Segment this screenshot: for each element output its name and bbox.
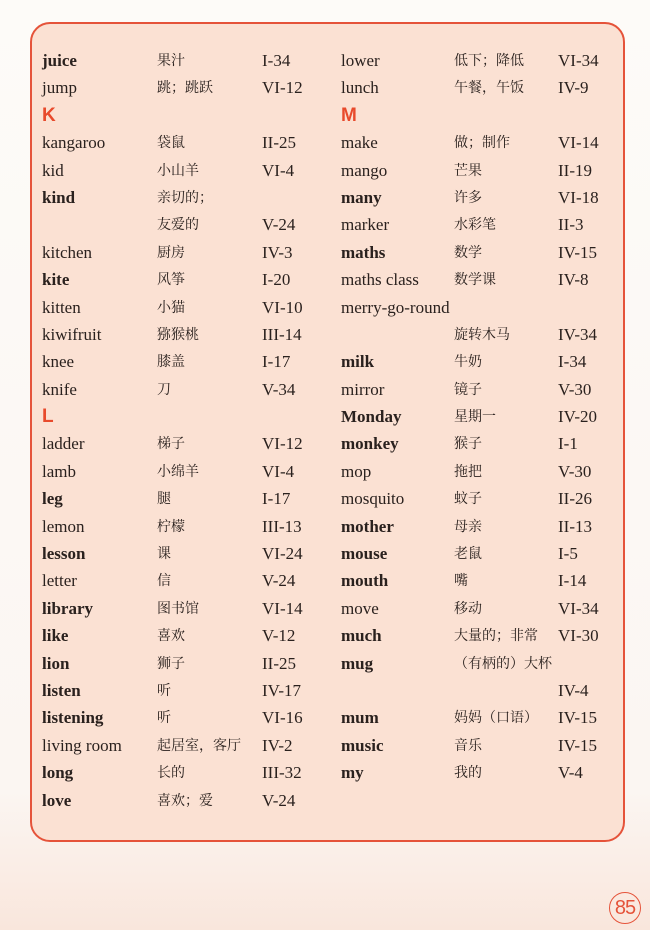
glossary-entry <box>42 595 303 622</box>
entry-reference: IV-20 <box>558 407 598 427</box>
entry-translation: 刀 <box>157 381 171 398</box>
entry-translation: 小绵羊 <box>157 463 199 480</box>
entry-word: jump <box>42 78 77 98</box>
entry-reference: V-30 <box>558 461 592 481</box>
glossary-entry <box>42 74 303 101</box>
entry-reference: I-20 <box>262 270 291 290</box>
entry-translation: 低下；降低 <box>454 53 524 69</box>
entry-reference: II-26 <box>558 489 592 509</box>
entry-reference: I-14 <box>558 571 587 591</box>
entry-word: mirror <box>341 379 385 399</box>
entry-word: much <box>341 626 382 646</box>
entry-translation: 狮子 <box>157 655 185 672</box>
entry-reference: VI-12 <box>262 78 303 98</box>
entry-word: long <box>42 763 74 783</box>
glossary-entry <box>341 458 592 485</box>
entry-reference: IV-15 <box>558 708 598 728</box>
entry-translation: 午餐，午饭 <box>454 80 524 97</box>
glossary-entry <box>42 376 296 403</box>
glossary-entry <box>341 567 587 594</box>
entry-translation: 猕猴桃 <box>157 326 199 343</box>
glossary-entry <box>341 47 599 74</box>
glossary-entry <box>42 266 291 293</box>
entry-word: listen <box>42 680 81 700</box>
entry-word: mug <box>341 653 374 673</box>
entry-word: knee <box>42 352 75 372</box>
entry-translation: 母亲 <box>454 518 482 535</box>
entry-word: knife <box>42 379 77 399</box>
entry-word: library <box>42 598 93 618</box>
entry-reference: VI-14 <box>262 598 303 618</box>
entry-word: like <box>42 626 69 646</box>
entry-word: merry-go-round <box>341 297 450 317</box>
entry-translation: 听 <box>157 682 171 699</box>
entry-translation: 许多 <box>454 189 482 206</box>
entry-word: juice <box>42 51 77 70</box>
entry-word: living room <box>42 735 122 755</box>
glossary-entry <box>341 211 584 238</box>
entry-reference: VI-14 <box>558 133 599 153</box>
entry-word: mouth <box>341 571 389 591</box>
entry-translation: 喜欢；爱 <box>157 792 213 809</box>
entry-translation: 星期一 <box>454 409 496 426</box>
entry-translation: 移动 <box>454 600 482 617</box>
entry-translation: 老鼠 <box>454 546 482 563</box>
entry-translation: 风筝 <box>157 272 185 289</box>
entry-reference: II-19 <box>558 160 592 180</box>
entry-word: kiwifruit <box>42 324 102 344</box>
entry-reference: V-24 <box>262 790 296 810</box>
glossary-entry <box>341 266 589 293</box>
entry-reference: II-25 <box>262 133 296 153</box>
entry-translation: 长的 <box>157 765 185 782</box>
entry-word: kitchen <box>42 242 93 262</box>
entry-reference: VI-18 <box>558 187 599 207</box>
entry-translation: 我的 <box>454 765 482 782</box>
entry-translation: 信 <box>157 573 171 590</box>
entry-word: marker <box>341 215 390 235</box>
entry-translation: 厨房 <box>157 244 185 261</box>
glossary-entry <box>341 294 450 321</box>
section-letter-row <box>341 102 357 129</box>
entry-word: leg <box>42 489 63 509</box>
entry-reference: I-5 <box>558 544 578 564</box>
glossary-entry <box>42 294 303 321</box>
entry-word: kitten <box>42 297 81 317</box>
entry-translation: 果汁 <box>157 53 185 69</box>
entry-translation: 牛奶 <box>454 354 482 371</box>
entry-translation: 梯子 <box>157 436 185 453</box>
glossary-entry <box>42 157 295 184</box>
entry-reference: IV-34 <box>558 324 598 344</box>
entry-word: maths <box>341 242 386 262</box>
entry-reference: VI-34 <box>558 51 599 70</box>
entry-translation: 听 <box>157 710 171 727</box>
entry-word: lunch <box>341 78 379 98</box>
glossary-entry <box>341 595 599 622</box>
entry-word: mango <box>341 160 388 180</box>
glossary-entry <box>341 348 587 375</box>
section-letter-row <box>42 403 56 430</box>
entry-word: kid <box>42 160 64 180</box>
entry-word: make <box>341 133 378 153</box>
entry-word: kind <box>42 187 76 207</box>
section-letter: K <box>42 104 56 126</box>
entry-word: lemon <box>42 516 85 536</box>
glossary-entry <box>341 622 599 649</box>
entry-word: monkey <box>341 434 399 454</box>
entry-reference: III-14 <box>262 324 302 344</box>
entry-word: mouse <box>341 544 388 564</box>
entry-reference: V-34 <box>262 379 296 399</box>
glossary-entry <box>341 74 589 101</box>
entry-word: kangaroo <box>42 133 106 153</box>
entry-reference: I-34 <box>558 352 587 372</box>
entry-reference: VI-34 <box>558 598 599 618</box>
glossary-entry <box>341 157 592 184</box>
glossary-entry <box>42 430 303 457</box>
entry-translation: 小猫 <box>157 299 185 316</box>
entry-word: maths class <box>341 270 419 290</box>
entry-translation: 亲切的； <box>157 189 213 206</box>
entry-word: ladder <box>42 434 85 454</box>
entry-word: lion <box>42 653 70 673</box>
glossary-entry <box>341 540 578 567</box>
glossary-entry <box>341 403 598 430</box>
entry-reference: III-32 <box>262 763 302 783</box>
glossary-entry <box>42 704 303 731</box>
entry-word: lesson <box>42 544 86 564</box>
glossary-column-right <box>341 47 599 787</box>
entry-reference: V-30 <box>558 379 592 399</box>
glossary-entry <box>42 184 213 211</box>
entry-reference: III-13 <box>262 516 302 536</box>
glossary-entry <box>42 348 291 375</box>
glossary-entry <box>341 321 598 348</box>
entry-word: mosquito <box>341 489 405 509</box>
glossary-entry <box>341 513 592 540</box>
glossary-entry <box>42 513 302 540</box>
entry-word: kite <box>42 270 70 290</box>
entry-translation: 拖把 <box>454 463 482 480</box>
entry-translation: 起居室，客厅 <box>157 737 241 754</box>
entry-translation: 图书馆 <box>157 600 199 617</box>
glossary-entry <box>42 787 296 814</box>
glossary-entry <box>42 47 291 74</box>
entry-reference: V-4 <box>558 763 583 783</box>
entry-word: mop <box>341 461 372 481</box>
entry-reference: IV-3 <box>262 242 293 262</box>
entry-reference: I-1 <box>558 434 578 454</box>
section-letter: M <box>341 104 357 126</box>
entry-reference: II-25 <box>262 653 296 673</box>
glossary-entry <box>42 458 295 485</box>
entry-translation: 妈妈（口语） <box>454 710 538 727</box>
glossary-entry <box>341 650 552 677</box>
entry-translation: 做；制作 <box>454 135 510 152</box>
glossary-entry <box>341 184 599 211</box>
glossary-entry <box>42 759 302 786</box>
entry-reference: VI-4 <box>262 461 295 481</box>
entry-word: Monday <box>341 407 402 427</box>
glossary-entry <box>341 430 578 457</box>
entry-word: mother <box>341 516 394 536</box>
glossary-entry <box>42 485 291 512</box>
glossary-entry <box>42 567 296 594</box>
glossary-entry <box>42 732 293 759</box>
entry-word: move <box>341 598 379 618</box>
entry-translation: 跳；跳跃 <box>157 80 213 97</box>
entry-word: letter <box>42 571 77 591</box>
entry-translation: 友爱的 <box>157 217 199 234</box>
entry-translation: 腿 <box>157 491 171 508</box>
entry-reference: V-12 <box>262 626 296 646</box>
glossary-entry <box>341 239 598 266</box>
glossary-entry <box>42 622 296 649</box>
entry-reference: VI-24 <box>262 544 303 564</box>
glossary-entry <box>341 704 598 731</box>
entry-translation: 大量的；非常 <box>454 628 538 645</box>
entry-reference: VI-4 <box>262 160 295 180</box>
entry-reference: IV-17 <box>262 680 302 700</box>
entry-reference: I-17 <box>262 489 291 509</box>
entry-reference: IV-15 <box>558 242 598 262</box>
glossary-entry <box>341 485 592 512</box>
entry-reference: IV-15 <box>558 735 598 755</box>
glossary-entry <box>42 677 302 704</box>
glossary-entry <box>42 239 293 266</box>
entry-translation: 袋鼠 <box>157 135 185 152</box>
entry-translation: 喜欢 <box>157 628 185 645</box>
glossary-entry <box>42 211 296 238</box>
entry-translation: 小山羊 <box>157 162 199 179</box>
entry-translation: 蚊子 <box>454 491 482 508</box>
entry-reference: VI-30 <box>558 626 599 646</box>
glossary-entry <box>341 732 598 759</box>
entry-reference: IV-8 <box>558 270 589 290</box>
entry-translation: 猴子 <box>454 436 482 453</box>
entry-translation: 数学课 <box>454 272 496 289</box>
glossary-entry <box>341 677 589 704</box>
entry-word: mum <box>341 708 379 728</box>
entry-translation: 数学 <box>454 244 482 261</box>
entry-reference: VI-12 <box>262 434 303 454</box>
entry-translation: 柠檬 <box>157 518 185 535</box>
entry-reference: I-17 <box>262 352 291 372</box>
entry-translation: 水彩笔 <box>454 217 496 234</box>
section-letter-row <box>42 102 56 129</box>
entry-word: listening <box>42 708 104 728</box>
glossary-entry <box>42 321 302 348</box>
glossary-entry <box>42 129 296 156</box>
entry-word: lower <box>341 51 380 70</box>
glossary-column-left <box>42 47 303 814</box>
entry-reference: II-3 <box>558 215 584 235</box>
entry-reference: IV-4 <box>558 680 589 700</box>
entry-reference: II-13 <box>558 516 592 536</box>
entry-reference: I-34 <box>262 51 291 70</box>
glossary-entry <box>341 129 599 156</box>
entry-translation: 课 <box>157 546 171 563</box>
entry-reference: IV-9 <box>558 78 589 98</box>
glossary-entry <box>341 376 592 403</box>
entry-word: music <box>341 735 384 755</box>
entry-reference: VI-10 <box>262 297 303 317</box>
entry-translation: 音乐 <box>454 737 482 754</box>
entry-word: love <box>42 790 72 810</box>
entry-word: many <box>341 187 382 207</box>
entry-translation: 旋转木马 <box>454 326 510 343</box>
entry-word: lamb <box>42 461 76 481</box>
glossary-entry <box>42 540 303 567</box>
glossary-entry <box>42 650 296 677</box>
entry-reference: IV-2 <box>262 735 293 755</box>
entry-reference: V-24 <box>262 571 296 591</box>
entry-translation: 膝盖 <box>157 354 185 371</box>
glossary-entry <box>341 759 583 786</box>
entry-word: my <box>341 763 364 783</box>
entry-translation: （有柄的）大杯 <box>454 655 552 672</box>
section-letter: L <box>42 406 54 428</box>
entry-translation: 嘴 <box>454 573 468 590</box>
entry-reference: VI-16 <box>262 708 303 728</box>
entry-reference: V-24 <box>262 215 296 235</box>
entry-translation: 镜子 <box>454 381 482 398</box>
page-number: 85 <box>609 892 641 924</box>
entry-word: milk <box>341 352 375 372</box>
entry-translation: 芒果 <box>454 162 482 179</box>
